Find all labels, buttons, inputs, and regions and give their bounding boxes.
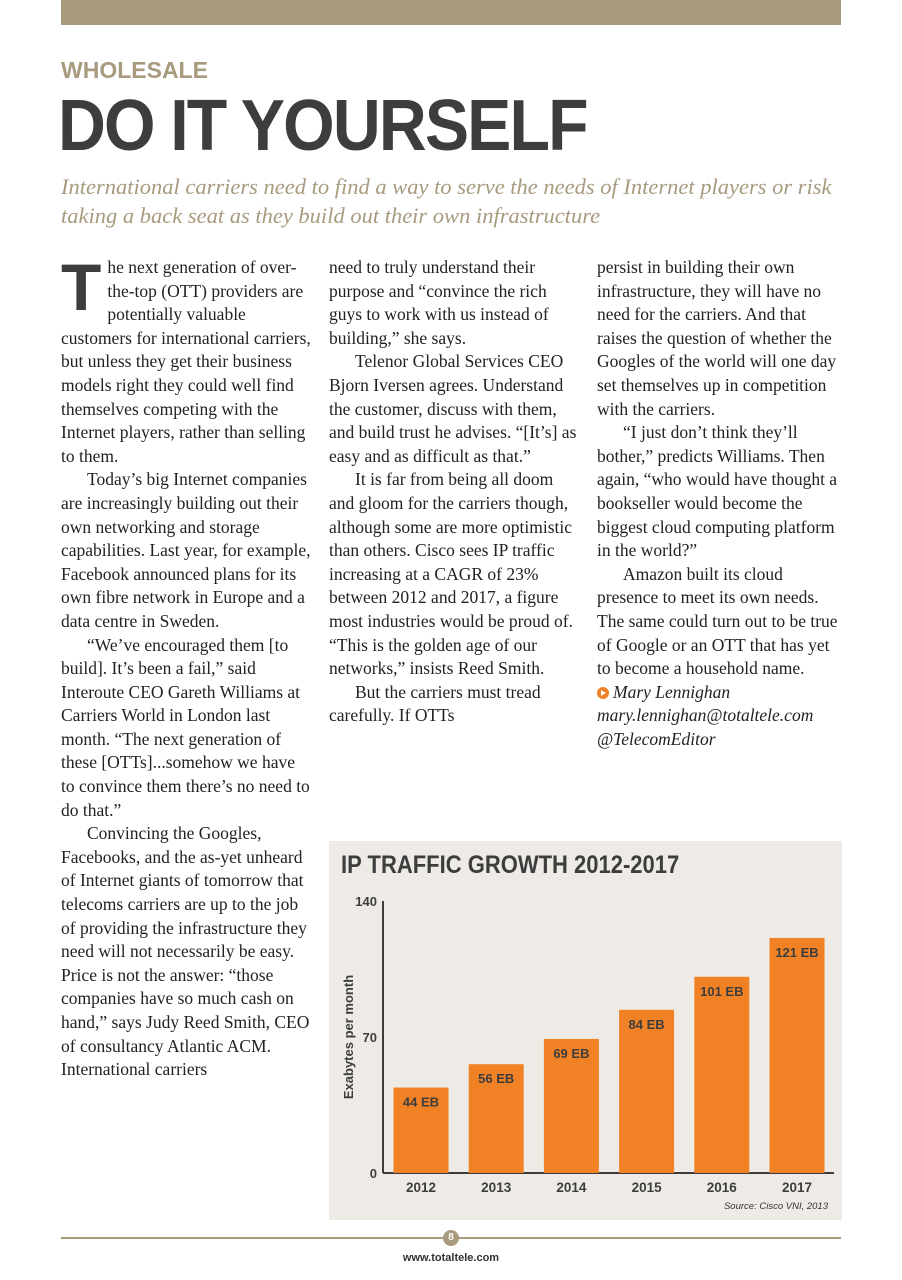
ip-traffic-chart [329,841,842,1220]
bar-2015 [619,1010,674,1173]
paragraph-10: “I just don’t think they’ll bother,” predicts Williams. Then again, “who would have thought a bookseller would become the biggest cloud computing platform in the world?” [597,422,838,561]
byline-email[interactable]: mary.lennighan@totaltele.com [597,705,814,726]
x-tick-label-2015: 2015 [631,1180,662,1195]
drop-cap: T [61,250,102,324]
standfirst: International carriers need to find a way to serve the needs of Internet players or risk taking a back seat as they build out their own infrastructure [61,174,832,228]
chart-title: IP TRAFFIC GROWTH 2012-2017 [341,851,680,879]
paragraph-3: “We’ve encouraged them [to build]. It’s been a fail,” said Interoute CEO Gareth Williams at Carriers World in London last month. “The next generation of these [OTTs]...somehow we have to convince them there’s no need to do that.” [61,634,310,820]
data-label-2017: 121 EB [775,944,819,960]
paragraph-1: The next generation of over-the-top (OTT) providers are potentially valuable customers for international carriers, but unless they get their business models right they could well find themselves competing with the Internet players, rather than selling to them. [61,250,311,466]
play-arrow-icon [597,687,609,699]
data-label-2016: 101 EB [700,983,744,999]
data-label-2015: 84 EB [628,1016,665,1032]
article-column-1 [61,250,311,1082]
footer-website[interactable]: www.totaltele.com [402,1252,500,1264]
article-column-2 [329,256,579,728]
data-label-2014: 69 EB [553,1045,590,1061]
page-number: 8 [443,1230,459,1246]
bar-chart-svg [329,841,842,1220]
top-color-bar [61,0,841,25]
y-tick-label: 70 [362,1030,377,1045]
article-column-3 [597,256,847,751]
paragraph-6: Telenor Global Services CEO Bjorn Iversen agrees. Understand the customer, discuss with them, and build trust he advises. “[It’s] as easy and as difficult as that.” [329,351,577,466]
headline: DO IT YOURSELF [58,86,587,166]
x-tick-label-2016: 2016 [706,1180,737,1195]
x-tick-label-2013: 2013 [481,1180,512,1195]
paragraph-5: need to truly understand their purpose and “convince the rich guys to work with us instead of building,” she says. [329,257,549,348]
paragraph-7: It is far from being all doom and gloom for the carriers though, although some are more optimistic than others. Cisco sees IP traffic increasing at a CAGR of 23% between 2012 and 2017, a figure most industries would be proud of. “This is the golden age of our networks,” insists Reed Smith. [329,469,574,679]
byline-author: Mary Lennighan [613,681,731,702]
paragraph-4: Convincing the Googles, Facebooks, and the as-yet unheard of Internet giants of tomorrow that telecoms carriers are up to the job of providing the infrastructure they need will not necessarily be easy. Price is not the answer: “those companies have so much cash on hand,” says Judy Reed Smith, CEO of consultancy Atlantic ACM. International carriers [61,823,310,1080]
y-tick-label: 0 [369,1166,377,1181]
x-tick-label-2017: 2017 [781,1180,813,1195]
paragraph-8: But the carriers must tread carefully. If OTTs [329,681,541,726]
y-axis-label: Exabytes per month [341,974,356,1100]
x-tick-label-2014: 2014 [556,1180,587,1195]
data-label-2012: 44 EB [402,1094,440,1110]
section-label: WHOLESALE [61,57,208,83]
y-tick-label: 140 [355,894,377,909]
bar-2016 [694,977,749,1173]
paragraph-11: Amazon built its cloud presence to meet its own needs. The same could turn out to be true of Google or an OTT that has yet to become a household name. [597,563,838,679]
chart-source: Source: Cisco VNI, 2013 [723,1201,828,1212]
paragraph-9: persist in building their own infrastructure, they will have no need for the carriers. And that raises the question of whether the Googles of the world will one day set themselves up in competition with the carriers. [597,257,837,419]
byline-twitter[interactable]: @TelecomEditor [597,728,716,749]
byline [597,681,847,705]
bar-2017 [770,938,825,1173]
x-tick-label-2012: 2012 [405,1180,437,1195]
data-label-2013: 56 EB [478,1071,515,1087]
paragraph-2: Today’s big Internet companies are increasingly building out their own networking and storage capabilities. Last year, for example, Facebook announced plans for its own fibre network in Europe and a data centre in Sweden. [61,469,311,631]
